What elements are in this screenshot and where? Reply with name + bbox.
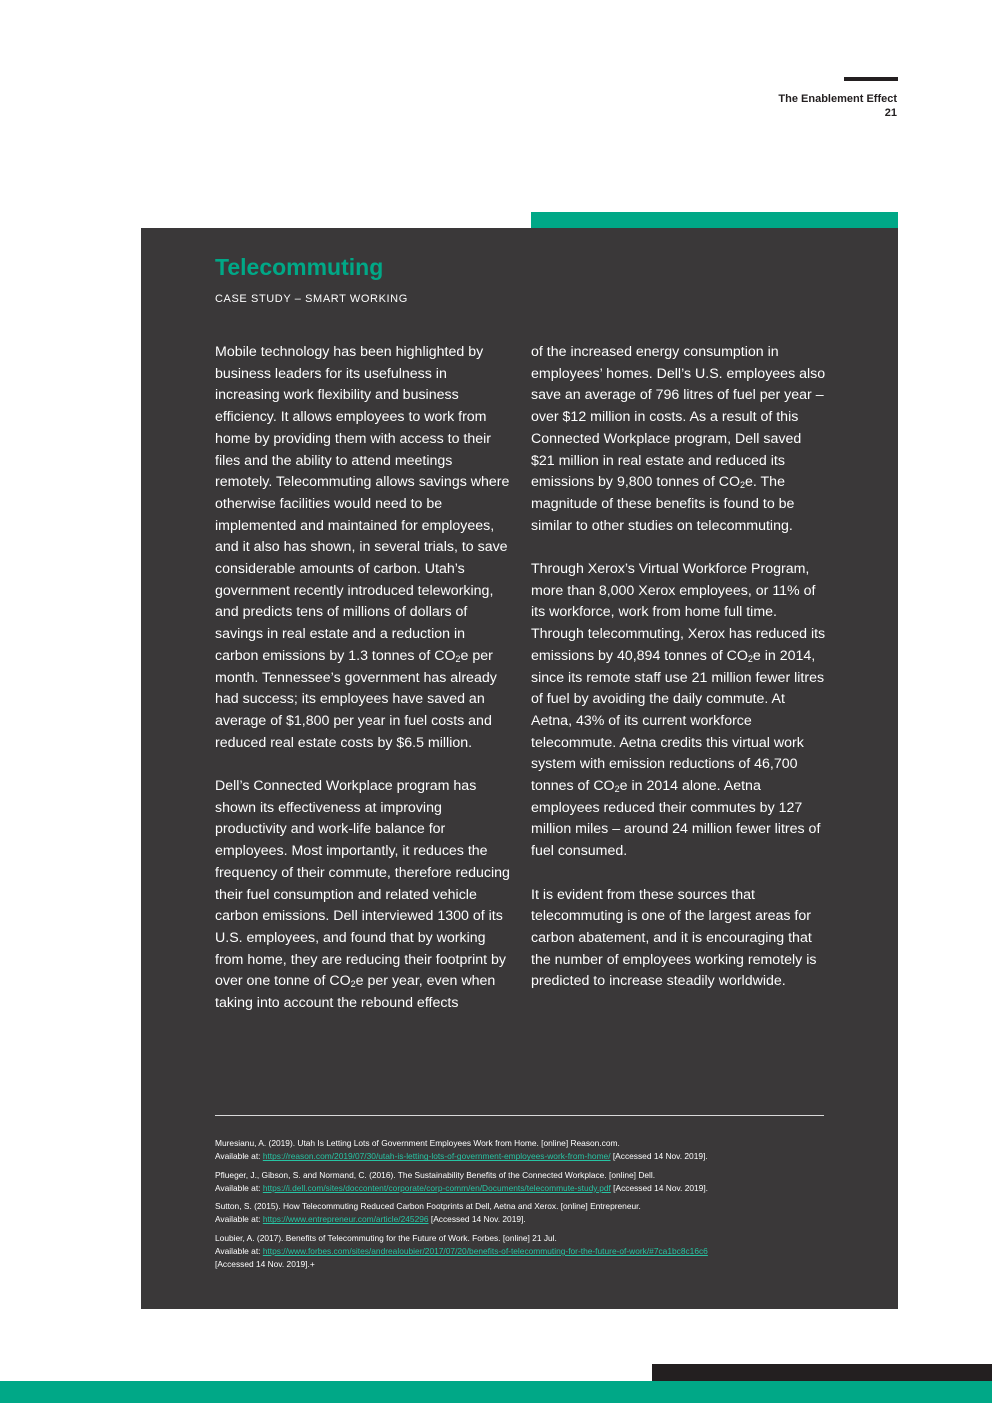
reference-item: Sutton, S. (2015). How Telecommuting Reduced Carbon Footprints at Dell, Aetna and Xerox. [online] Entrepreneur. Available at: https://www.entrepreneur.com/article/245296 [Accessed 14 Nov. 2019]. bbox=[215, 1201, 641, 1225]
accent-tab bbox=[531, 212, 898, 228]
paragraph: Dell’s Connected Workplace program has shown its effectiveness at improving productivity and work-life balance for employees. Most importantly, it reduces the frequency of their commute, therefore reducing their fuel consumption and related vehicle carbon emissions. Dell interviewed 1300 of its U.S. employees, and found that by working from home, they are reducing their footprint by over one tonne of $CO_2e$ per year, even when taking into account the rebound effects bbox=[215, 778, 510, 1012]
paragraph: of the increased energy consumption in employees’ homes. Dell’s U.S. employees also save an average of 796 litres of fuel per year – over $12 million in costs. As a result of this Connected Workplace program, Dell saved $21 million in real estate and reduced its emissions by 9,800 tonnes of $CO_2e$. The magnitude of these benefits is found to be similar to other studies on telecommuting. bbox=[531, 344, 826, 534]
reference-link[interactable]: https://www.entrepreneur.com/article/245296 bbox=[262, 1214, 429, 1225]
paragraph: Mobile technology has been highlighted by business leaders for its usefulness in increasing work flexibility and business efficiency. It allows employees to work from home by providing them with access to their files and the ability to attend meetings remotely. Telecommuting allows savings where otherwise facilities would need to be implemented and maintained for employees, and it also has shown, in several trials, to save considerable amounts of carbon. Utah’s government recently introduced teleworking, and predicts tens of millions of dollars of savings in real estate and a reduction in carbon emissions by 1.3 tonnes of $CO_2e$ per month. Tennessee’s government has already had success; its employees have saved an average of $1,800 per year in fuel costs and reduced real estate costs by $6.5 million. bbox=[215, 344, 510, 751]
header-rule bbox=[844, 77, 898, 81]
reference-item: Pflueger, J., Gibson, S. and Normand, C. (2016). The Sustainability Benefits of the Connected Workplace. [online] Dell. Available at: https://i.dell.com/sites/doccontent/corporate/corp-comm/en/Documents/telecommute-study.pdf [Accessed 14 Nov. 2019]. bbox=[215, 1169, 708, 1193]
case-study-subtitle: CASE STUDY – SMART WORKING bbox=[215, 293, 408, 305]
paragraph: It is evident from these sources that telecommuting is one of the largest areas for carbon abatement, and it is encouraging that the number of employees working remotely is predicted to increase steadily worldwide. bbox=[531, 886, 817, 990]
paragraph: Through Xerox’s Virtual Workforce Program, more than 8,000 Xerox employees, or 11% of its workforce, work from home full time. Through telecommuting, Xerox has reduced its emissions by 40,894 tonnes of $CO_2e$ in 2014, since its remote staff use 21 million fewer litres of fuel by avoiding the daily commute. At Aetna, 43% of its current workforce telecommute. Aetna credits this virtual work system with emission reductions of 46,700 tonnes of $CO_2e$ in 2014 alone. Aetna employees reduced their commutes by 127 million miles – around 24 million fewer litres of fuel consumed. bbox=[531, 561, 826, 860]
body-column-left bbox=[215, 342, 511, 1015]
page-number: 21 bbox=[884, 107, 897, 119]
reference-item: Muresianu, A. (2019). Utah Is Letting Lots of Government Employees Work from Home. [online] Reason.com. Available at: https://reason.com/2019/07/30/utah-is-letting-lots-of-government-employees-work-from-home/ [Accessed 14 Nov. 2019]. bbox=[215, 1138, 708, 1162]
reference-link[interactable]: https://i.dell.com/sites/doccontent/corporate/corp-comm/en/Documents/telecommute-study.pdf bbox=[262, 1182, 611, 1193]
reference-item: Loubier, A. (2017). Benefits of Telecommuting for the Future of Work. Forbes. [online] 21 Jul. Available at: https://www.forbes.com/sites/andrealoubier/2017/07/20/benefits-of-telecommuting-for-the-future-of-work/#7ca1bc8c16c6 [Accessed 14 Nov. 2019].+ bbox=[215, 1232, 708, 1270]
footer-accent-bar bbox=[0, 1381, 992, 1403]
footer-dark-bar bbox=[652, 1364, 992, 1381]
references-divider bbox=[215, 1115, 824, 1116]
reference-link[interactable]: https://reason.com/2019/07/30/utah-is-letting-lots-of-government-employees-work-from-home/ bbox=[262, 1151, 611, 1162]
body-column-right bbox=[531, 342, 827, 993]
running-header-title: The Enablement Effect bbox=[778, 93, 897, 105]
references-list bbox=[215, 1137, 845, 1277]
case-study-title: Telecommuting bbox=[215, 254, 384, 280]
reference-link[interactable]: https://www.forbes.com/sites/andrealoubier/2017/07/20/benefits-of-telecommuting-for-the-future-of-work/#7ca1bc8c16c6 bbox=[262, 1246, 708, 1257]
